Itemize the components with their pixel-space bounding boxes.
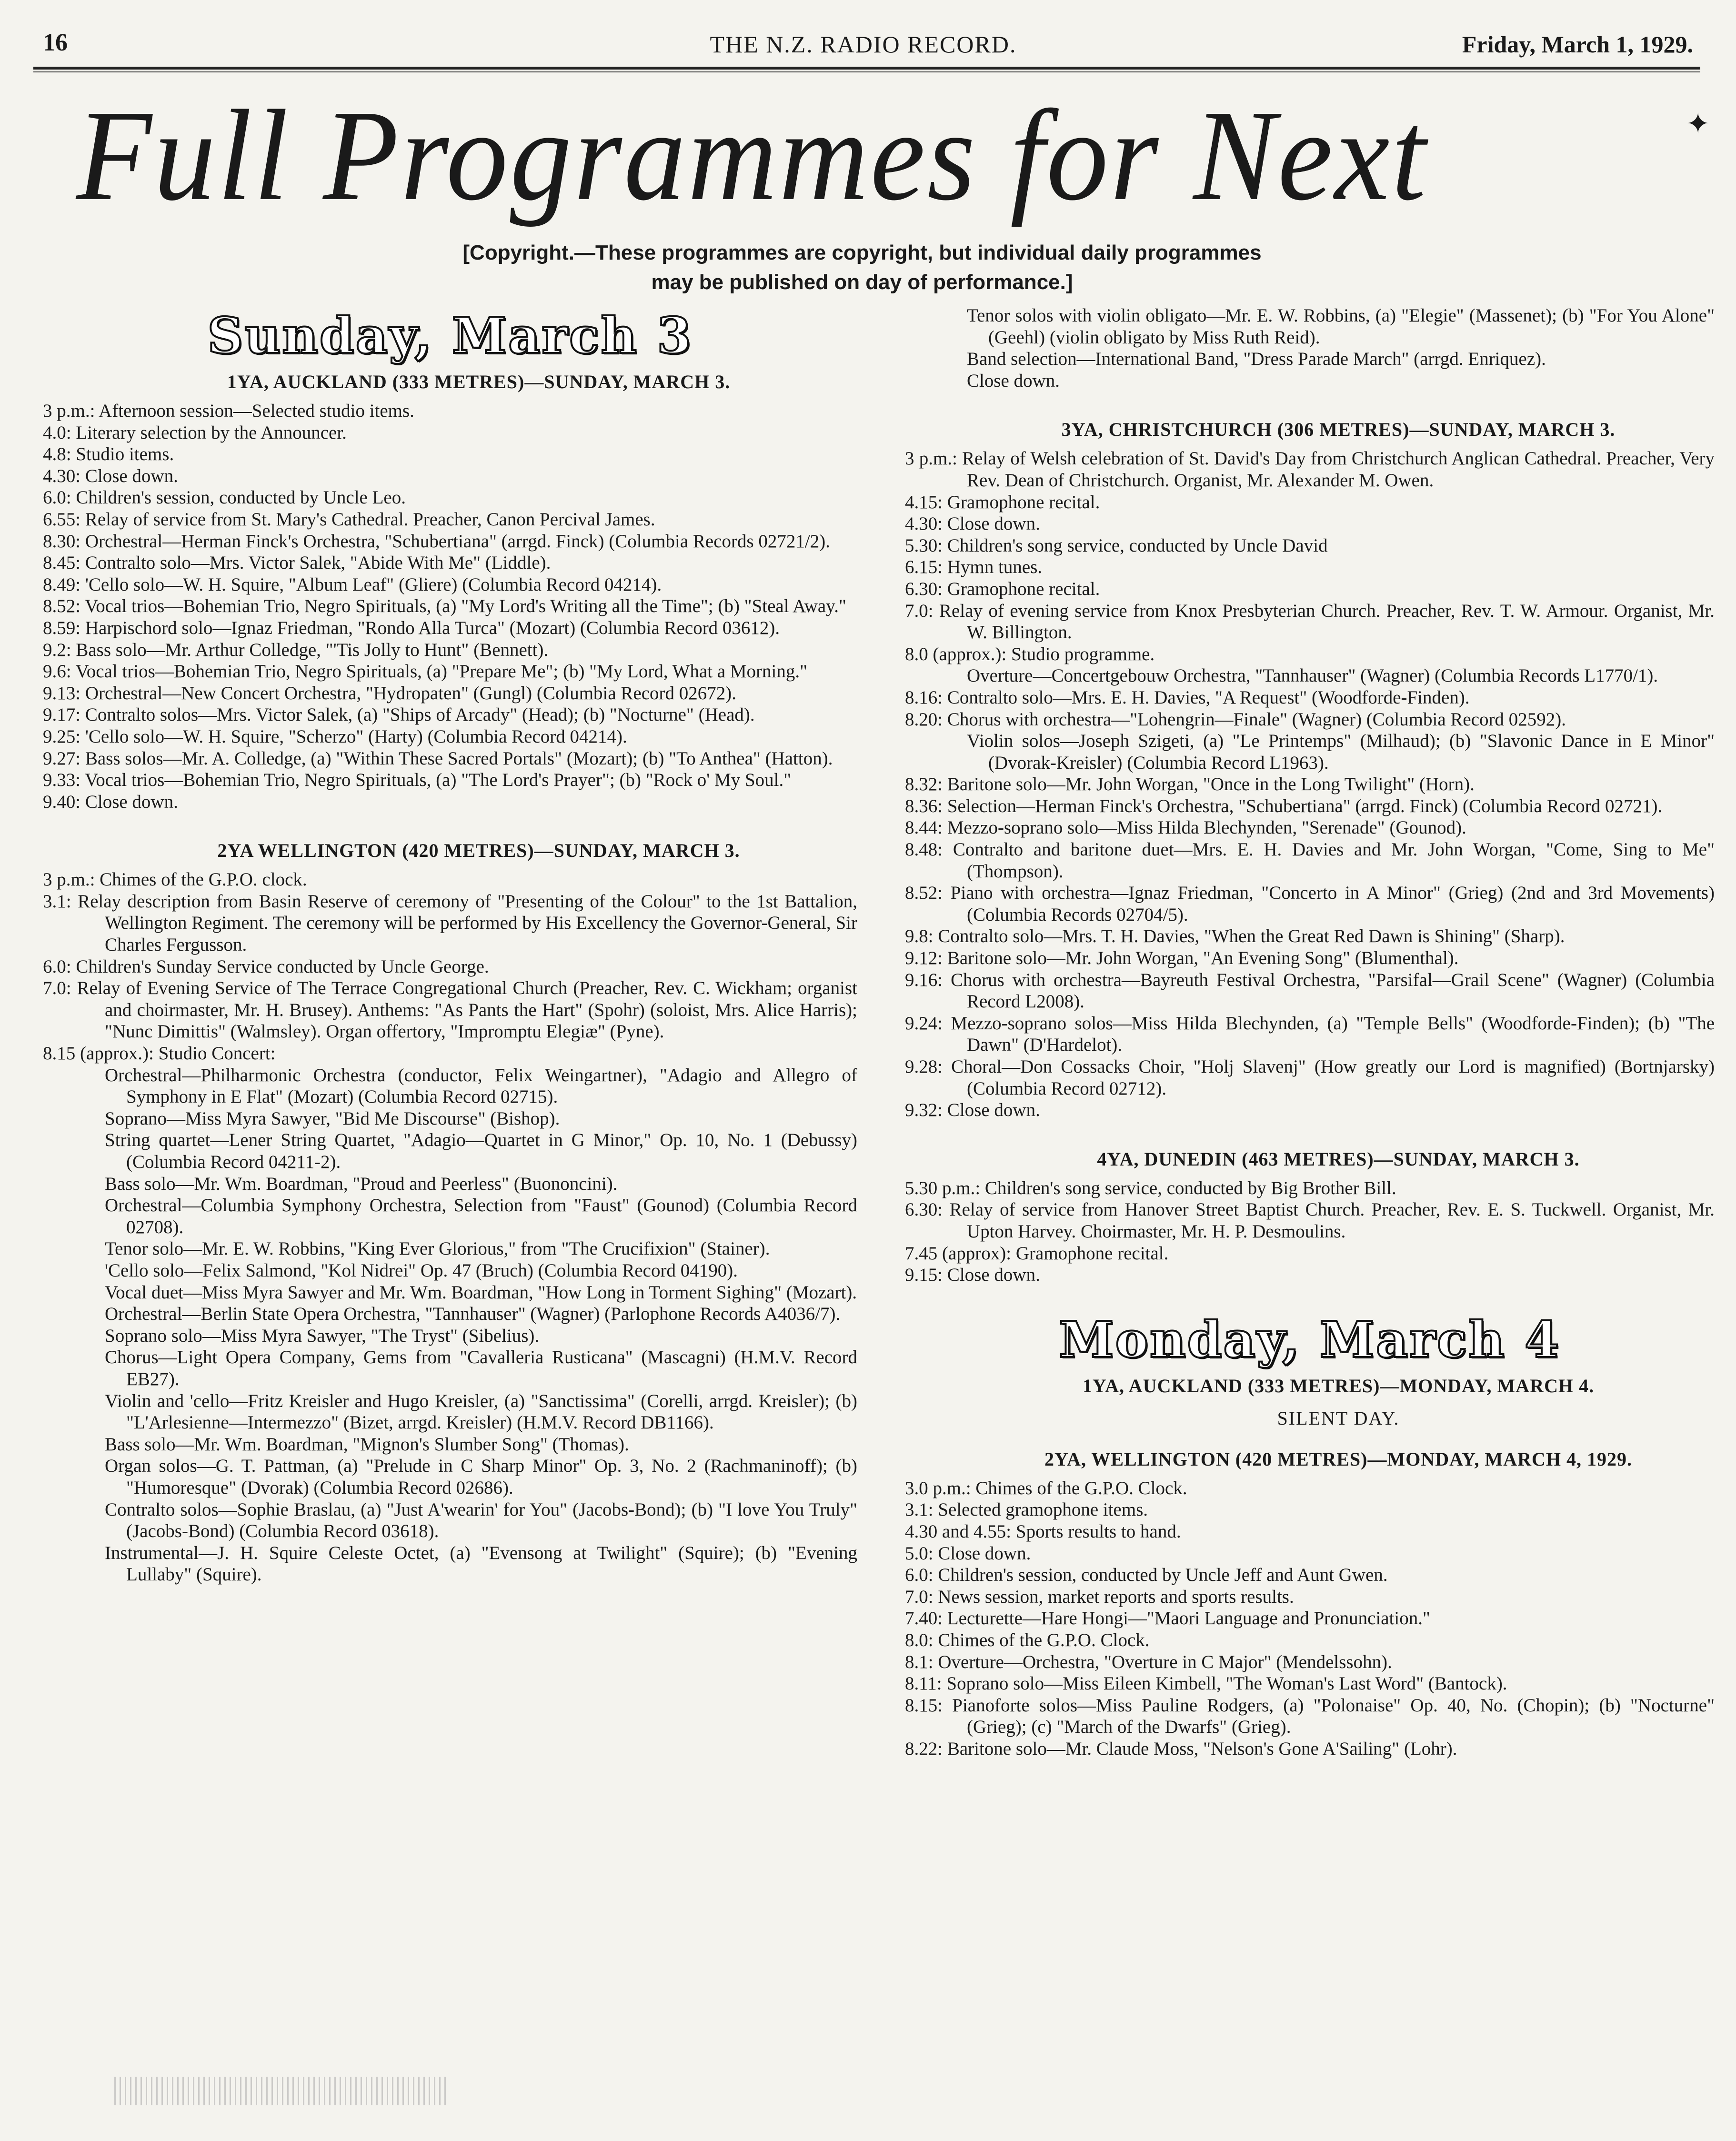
entry-time: 9.13: xyxy=(43,683,81,704)
right-column xyxy=(905,305,1715,1759)
page-header xyxy=(33,24,1693,62)
entry-text: Relay of service from St. Mary's Cathedral. Preacher, Canon Percival James. xyxy=(85,509,655,530)
entry-time: 9.8: xyxy=(905,926,933,947)
programme-entry xyxy=(905,1478,1715,1499)
programme-entry xyxy=(905,1564,1715,1586)
entry-text: Lecturette—Hare Hongi—"Maori Language and Pronunciation." xyxy=(947,1608,1430,1629)
entry-text: Chimes of the G.P.O. Clock. xyxy=(938,1629,1150,1650)
programme-entry xyxy=(905,817,1715,839)
programme-entry xyxy=(43,617,857,639)
entry-text: Selected gramophone items. xyxy=(938,1499,1148,1520)
entry-time: 5.0: xyxy=(905,1543,933,1564)
entry-text: Relay of evening service from Knox Presbyterian Church. Preacher, Rev. T. W. Armour. Organist, Mr. W. Billington. xyxy=(939,600,1715,643)
concert-item: String quartet—Lener String Quartet, "Adagio—Quartet in G Minor," Op. 10, No. 1 (Debussy) (Columbia Record 04211-2). xyxy=(105,1130,857,1172)
entry-text: Gramophone recital. xyxy=(947,492,1100,513)
concert-item: Chorus—Light Opera Company, Gems from "Cavalleria Rusticana" (Mascagni) (H.M.V. Record EB27). xyxy=(105,1347,857,1389)
entry-time: 8.32: xyxy=(905,774,943,795)
entry-text: Piano with orchestra—Ignaz Friedman, "Concerto in A Minor" (Grieg) (2nd and 3rd Movements) (Columbia Records 02704/5). xyxy=(950,883,1715,925)
entry-time: 6.30: xyxy=(905,1199,943,1220)
entry-time: 7.40: xyxy=(905,1608,943,1629)
programme-entry xyxy=(43,639,857,661)
concert-item: Contralto solos—Sophie Braslau, (a) "Just A'wearin' for You" (Jacobs-Bond); (b) "I love You Truly" (Jacobs-Bond) (Columbia Record 03618). xyxy=(105,1499,857,1542)
programme-entry xyxy=(905,774,1715,795)
concert-item: Tenor solos with violin obligato—Mr. E. W. Robbins, (a) "Elegie" (Massenet); (b) "For You Alone" (Geehl) (violin obligato by Miss Ruth Reid). xyxy=(967,305,1715,348)
entry-text: Bass solo—Mr. Arthur Colledge, "'Tis Jolly to Hunt" (Bennett). xyxy=(76,639,549,660)
entry-text: Vocal trios—Bohemian Trio, Negro Spirituals, (a) "My Lord's Writing all the Time"; (b) "Steal Away." xyxy=(85,596,846,617)
station-heading-1ya-monday: 1YA, AUCKLAND (333 METRES)—MONDAY, MARCH 4. xyxy=(1082,1375,1595,1397)
entry-time: 8.1: xyxy=(905,1651,933,1672)
programme-entry xyxy=(43,509,857,531)
programme-entry xyxy=(43,661,857,683)
programme-entry xyxy=(905,709,1715,731)
entry-text: Close down. xyxy=(938,1543,1031,1564)
entry-text: Studio items. xyxy=(76,444,174,465)
programme-entry xyxy=(905,1695,1715,1738)
entry-time: 8.36: xyxy=(905,795,943,816)
print-smudge xyxy=(114,2077,448,2105)
programme-entry xyxy=(905,1264,1715,1286)
entry-text: Close down. xyxy=(947,1265,1040,1286)
entry-time: 9.27: xyxy=(43,748,81,769)
programme-entry xyxy=(43,769,857,791)
copyright-notice: [Copyright.—These programmes are copyright, but individual daily programmes may be published on day of performance.] xyxy=(462,241,1262,294)
concert-item: Violin and 'cello—Fritz Kreisler and Hugo Kreisler, (a) "Sanctissima" (Corelli, arrgd. Kreisler); (b) "L'Arlesienne—Intermezzo" (Bizet, arrgd. Kreisler) (H.M.V. Record DB1166). xyxy=(105,1390,857,1433)
entry-text: Children's Sunday Service conducted by Uncle George. xyxy=(76,956,489,977)
entry-time: 8.52: xyxy=(905,883,943,904)
entry-time: 7.45 (approx): xyxy=(905,1243,1012,1264)
entry-text: Literary selection by the Announcer. xyxy=(76,422,347,443)
entry-time: 9.33: xyxy=(43,770,81,791)
programme-entry xyxy=(905,643,1715,665)
programme-entry xyxy=(43,791,857,813)
entry-time: 8.15: xyxy=(905,1695,943,1716)
entry-text: Children's song service, conducted by Big Brother Bill. xyxy=(984,1177,1396,1198)
entry-text: Soprano solo—Miss Eileen Kimbell, "The Woman's Last Word" (Bantock). xyxy=(946,1673,1507,1694)
entry-time: 9.6: xyxy=(43,661,71,682)
entry-time: 9.40: xyxy=(43,791,81,812)
page-headline: Full Programmes for Next xyxy=(76,83,1428,228)
programme-entry xyxy=(905,556,1715,578)
entry-time: 4.8: xyxy=(43,444,71,465)
entry-text: Close down. xyxy=(947,1100,1040,1121)
entry-text: 'Cello solo—W. H. Squire, "Album Leaf" (Gliere) (Columbia Record 04214). xyxy=(85,574,662,595)
programme-entry xyxy=(43,400,857,422)
entry-text: Close down. xyxy=(947,513,1040,534)
entry-text: Close down. xyxy=(85,791,178,812)
station-heading-1ya-sunday: 1YA, AUCKLAND (333 METRES)—SUNDAY, MARCH 3. xyxy=(227,371,731,392)
entry-text: Contralto solo—Mrs. T. H. Davies, "When the Great Red Dawn is Shining" (Sharp). xyxy=(938,926,1565,947)
entry-text: Hymn tunes. xyxy=(947,557,1043,578)
entry-time: 8.0: xyxy=(905,1629,933,1650)
entry-time: 3 p.m.: xyxy=(43,401,95,421)
entry-text: Harpischord solo—Ignaz Friedman, "Rondo Alla Turca" (Mozart) (Columbia Record 03612). xyxy=(85,617,780,638)
entry-time: 9.15: xyxy=(905,1265,943,1286)
programme-entry xyxy=(43,443,857,465)
entry-time: 6.55: xyxy=(43,509,81,530)
entry-time: 8.20: xyxy=(905,709,943,730)
entry-text: Relay of service from Hanover Street Baptist Church. Preacher, Rev. E. S. Tuckwell. Organist, Mr. Upton Harvey. Choirmaster, Mr. H. P. Desmoulins. xyxy=(949,1199,1715,1242)
entry-text: Orchestral—Herman Finck's Orchestra, "Schubertiana" (arrgd. Finck) (Columbia Records 02721/2). xyxy=(85,531,830,552)
concert-item: Soprano solo—Miss Myra Sawyer, "The Tryst" (Sibelius). xyxy=(105,1325,540,1346)
programme-entry xyxy=(905,513,1715,535)
programme-entry xyxy=(905,1177,1715,1199)
programme-list-2ya-monday xyxy=(905,1478,1715,1760)
page-number: 16 xyxy=(43,29,68,56)
entry-time: 6.0: xyxy=(43,956,71,977)
entry-text: Baritone solo—Mr. John Worgan, "An Evening Song" (Blumenthal). xyxy=(947,948,1459,969)
programme-entry xyxy=(905,730,1715,774)
programme-entry xyxy=(43,683,857,704)
entry-text: Choral—Don Cossacks Choir, "Holj Slavenj" (How greatly our Lord is magnified) (Bortnjarsky) (Columbia Record 02712). xyxy=(951,1056,1715,1099)
entry-time: 7.0: xyxy=(905,1586,933,1607)
entry-time: 3.0 p.m.: xyxy=(905,1478,971,1498)
programme-entry xyxy=(905,535,1715,557)
day-heading-sunday: Sunday, March 3 xyxy=(207,306,693,365)
entry-time: 7.0: xyxy=(905,600,933,621)
concert-item: Instrumental—J. H. Squire Celeste Octet, (a) "Evensong at Twilight" (Squire); (b) "Evening Lullaby" (Squire). xyxy=(105,1542,857,1585)
entry-text: Close down. xyxy=(85,465,178,486)
entry-text: Orchestral—New Concert Orchestra, "Hydropaten" (Gungl) (Columbia Record 02672). xyxy=(85,683,737,704)
entry-text: Mezzo-soprano solo—Miss Hilda Blechynden, "Serenade" (Gounod). xyxy=(947,817,1466,838)
entry-time: 8.0 (approx.): xyxy=(905,643,1007,664)
entry-text: Afternoon session—Selected studio items. xyxy=(99,401,414,421)
entry-time: 4.15: xyxy=(905,492,943,513)
entry-time: 9.2: xyxy=(43,639,71,660)
entry-time: 9.25: xyxy=(43,726,81,747)
entry-text: Baritone solo—Mr. Claude Moss, "Nelson's Gone A'Sailing" (Lohr). xyxy=(947,1738,1457,1759)
programme-entry xyxy=(905,448,1715,491)
left-column xyxy=(43,305,857,1586)
programme-entry xyxy=(905,795,1715,817)
entry-text: Studio programme. xyxy=(1011,643,1155,664)
entry-time: 4.30: xyxy=(905,513,943,534)
entry-text: Relay of Evening Service of The Terrace Congregational Church (Preacher, Rev. C. Wickham; organist and choirmaster, Mr. H. Brusey). Anthems: "As Pants the Hart" (Spohr) (soloist, Mrs. Alice Harris); "Nunc Dimittis" (Walmsley). Organ offertory, "Impromptu Elegiæ" (Pyne). xyxy=(77,978,858,1042)
entry-text: Contralto solo—Mrs. Victor Salek, "Abide With Me" (Liddle). xyxy=(85,553,551,573)
programme-entry xyxy=(43,422,857,444)
programme-entry xyxy=(43,869,857,891)
entry-time: 9.12: xyxy=(905,948,943,969)
programme-entry xyxy=(905,1013,1715,1056)
entry-text: Selection—Herman Finck's Orchestra, "Schubertiana" (arrgd. Finck) (Columbia Record 02721). xyxy=(947,795,1663,816)
studio-concert-list xyxy=(43,1065,857,1586)
entry-time: 8.52: xyxy=(43,596,81,617)
silent-day-note: SILENT DAY. xyxy=(1277,1407,1400,1429)
programme-entry xyxy=(905,1629,1715,1651)
entry-time: 9.17: xyxy=(43,704,81,725)
entry-time: 5.30: xyxy=(905,535,943,556)
concert-item: Soprano—Miss Myra Sawyer, "Bid Me Discourse" (Bishop). xyxy=(105,1108,560,1129)
entry-text: Relay of Welsh celebration of St. David's Day from Christchurch Anglican Cathedral. Preacher, Very Rev. Dean of Christchurch. Organist, Mr. Alexander M. Owen. xyxy=(962,448,1715,491)
entry-time: 9.32: xyxy=(905,1100,943,1121)
studio-concert-continued xyxy=(905,305,1715,392)
programme-entry xyxy=(905,1673,1715,1695)
programme-list-4ya-sunday xyxy=(905,1177,1715,1286)
entry-time: 9.24: xyxy=(905,1013,943,1034)
programme-entry xyxy=(43,531,857,553)
entry-time: 9.16: xyxy=(905,969,943,990)
programme-entry xyxy=(905,600,1715,643)
entry-time: 5.30 p.m.: xyxy=(905,1177,981,1198)
entry-time: 4.30: xyxy=(43,465,81,486)
entry-time: 8.15 (approx.): xyxy=(43,1043,154,1064)
programme-entry xyxy=(905,578,1715,600)
concert-item: Bass solo—Mr. Wm. Boardman, "Proud and Peerless" (Buononcini). xyxy=(105,1173,618,1194)
entry-text: Children's session, conducted by Uncle Jeff and Aunt Gwen. xyxy=(938,1565,1388,1586)
concert-item: Vocal duet—Miss Myra Sawyer and Mr. Wm. Boardman, "How Long in Torment Sighing" (Mozart). xyxy=(105,1282,857,1303)
entry-text: Pianoforte solos—Miss Pauline Rodgers, (a) "Polonaise" Op. 40, No. (Chopin); (b) "Nocturne" (Grieg); (c) "March of the Dwarfs" (Grieg). xyxy=(952,1695,1715,1738)
programme-entry xyxy=(905,839,1715,882)
entry-text: Chimes of the G.P.O. Clock. xyxy=(975,1478,1187,1498)
concert-item: Bass solo—Mr. Wm. Boardman, "Mignon's Slumber Song" (Thomas). xyxy=(105,1434,629,1455)
concert-item: Close down. xyxy=(967,370,1060,391)
newspaper-title: THE N.Z. RADIO RECORD. xyxy=(710,31,1017,58)
entry-text: Children's song service, conducted by Uncle David xyxy=(947,535,1328,556)
entry-time: 8.11: xyxy=(905,1673,942,1694)
entry-time: 8.22: xyxy=(905,1738,943,1759)
entry-text: Vocal trios—Bohemian Trio, Negro Spirituals, (a) "Prepare Me"; (b) "My Lord, What a Morning." xyxy=(75,661,808,682)
entry-time: 3.1: xyxy=(43,891,71,912)
entry-time: 3 p.m.: xyxy=(905,448,957,469)
entry-text: Baritone solo—Mr. John Worgan, "Once in the Long Twilight" (Horn). xyxy=(947,774,1475,795)
entry-text: Violin solos—Joseph Szigeti, (a) "Le Printemps" (Milhaud); (b) "Slavonic Dance in E Minor" (Dvorak-Kreisler) (Columbia Record L1963). xyxy=(967,731,1715,773)
programme-entry xyxy=(905,492,1715,513)
programme-entry xyxy=(905,687,1715,709)
entry-text: Vocal trios—Bohemian Trio, Negro Spirituals, (a) "The Lord's Prayer"; (b) "Rock o' My Soul." xyxy=(85,770,792,791)
entry-time: 3.1: xyxy=(905,1499,933,1520)
entry-time: 8.44: xyxy=(905,817,943,838)
programme-entry xyxy=(43,487,857,509)
entry-time: 4.30 and 4.55: xyxy=(905,1521,1012,1542)
programme-entry xyxy=(905,882,1715,925)
programme-entry xyxy=(905,1543,1715,1565)
programme-entry xyxy=(43,574,857,596)
entry-time: 8.30: xyxy=(43,531,81,552)
programme-entry xyxy=(905,1499,1715,1521)
concert-item: Orchestral—Berlin State Opera Orchestra, "Tannhauser" (Wagner) (Parlophone Records A4036/7). xyxy=(105,1304,841,1325)
entry-text: Contralto solos—Mrs. Victor Salek, (a) "Ships of Arcady" (Head); (b) "Nocturne" (Head). xyxy=(85,704,755,725)
programme-entry xyxy=(905,665,1715,687)
entry-time: 9.28: xyxy=(905,1056,943,1077)
programme-list-3ya-sunday xyxy=(905,448,1715,1121)
header-rule xyxy=(33,67,1700,70)
entry-time: 8.59: xyxy=(43,617,81,638)
entry-time: 8.16: xyxy=(905,687,943,708)
entry-text: Contralto and baritone duet—Mrs. E. H. Davies and Mr. John Worgan, "Come, Sing to Me" (Thompson). xyxy=(953,839,1715,882)
programme-entry xyxy=(905,1738,1715,1760)
programme-entry xyxy=(905,1651,1715,1673)
header-rule-thin xyxy=(33,71,1700,72)
programme-entry xyxy=(43,977,857,1043)
entry-text: Gramophone recital. xyxy=(1015,1243,1169,1264)
entry-text: Chorus with orchestra—"Lohengrin—Finale" (Wagner) (Columbia Record 02592). xyxy=(947,709,1566,730)
entry-text: Overture—Orchestra, "Overture in C Major" (Mendelssohn). xyxy=(938,1651,1392,1672)
programme-entry xyxy=(43,891,857,956)
programme-entry xyxy=(43,748,857,770)
programme-entry xyxy=(43,1043,857,1065)
entry-text: Children's session, conducted by Uncle Leo. xyxy=(76,487,406,508)
programme-entry xyxy=(43,595,857,617)
entry-text: 'Cello solo—W. H. Squire, "Scherzo" (Harty) (Columbia Record 04214). xyxy=(85,726,627,747)
programme-entry xyxy=(905,1056,1715,1099)
entry-time: 6.30: xyxy=(905,578,943,599)
programme-entry xyxy=(43,956,857,978)
programme-entry xyxy=(43,465,857,487)
entry-time: 6.0: xyxy=(43,487,71,508)
entry-text: Sports results to hand. xyxy=(1015,1521,1181,1542)
entry-time: 8.49: xyxy=(43,574,81,595)
concert-item: Organ solos—G. T. Pattman, (a) "Prelude in C Sharp Minor" Op. 3, No. 2 (Rachmaninoff); (b) "Humoresque" (Dvorak) (Columbia Record 02686). xyxy=(105,1456,857,1498)
entry-text: Relay description from Basin Reserve of ceremony of "Presenting of the Colour" to the 1st Battalion, Wellington Regiment. The ceremony will be performed by His Excellency the Governor-General, Sir Charles Fergusson. xyxy=(78,891,857,955)
day-heading-monday: Monday, March 4 xyxy=(1059,1310,1561,1369)
concert-item: Orchestral—Columbia Symphony Orchestra, Selection from "Faust" (Gounod) (Columbia Record 02708). xyxy=(105,1195,857,1237)
entry-text: Chorus with orchestra—Bayreuth Festival Orchestra, "Parsifal—Grail Scene" (Wagner) (Columbia Record L2008). xyxy=(951,969,1715,1012)
programme-entry xyxy=(905,969,1715,1013)
programme-entry xyxy=(905,1099,1715,1121)
entry-text: Chimes of the G.P.O. clock. xyxy=(100,869,307,890)
programme-entry xyxy=(905,1199,1715,1242)
programme-entry xyxy=(43,704,857,726)
entry-time: 8.45: xyxy=(43,553,81,573)
programme-entry xyxy=(43,726,857,748)
entry-time: 6.15: xyxy=(905,557,943,578)
programme-entry xyxy=(905,947,1715,969)
entry-text: Gramophone recital. xyxy=(947,578,1100,599)
entry-text: Overture—Concertgebouw Orchestra, "Tannhauser" (Wagner) (Columbia Records L1770/1). xyxy=(967,665,1658,686)
concert-item: Band selection—International Band, "Dress Parade March" (arrgd. Enriquez). xyxy=(967,349,1546,370)
concert-item: Orchestral—Philharmonic Orchestra (conductor, Felix Weingartner), "Adagio and Allegro of Symphony in E Flat" (Mozart) (Columbia Record 02715). xyxy=(105,1065,857,1107)
programme-entry xyxy=(905,1243,1715,1265)
entry-time: 7.0: xyxy=(43,978,71,999)
programme-entry xyxy=(905,925,1715,947)
entry-time: 3 p.m.: xyxy=(43,869,95,890)
entry-time: 8.48: xyxy=(905,839,943,860)
station-heading-2ya-sunday: 2YA WELLINGTON (420 METRES)—SUNDAY, MARCH 3. xyxy=(217,840,740,862)
programme-entry xyxy=(905,1608,1715,1629)
station-heading-2ya-monday: 2YA, WELLINGTON (420 METRES)—MONDAY, MARCH 4, 1929. xyxy=(1044,1448,1633,1470)
programme-list-2ya-sunday xyxy=(43,869,857,1064)
entry-text: Bass solos—Mr. A. Colledge, (a) "Within These Sacred Portals" (Mozart); (b) "To Anthea" (Hatton). xyxy=(85,748,833,769)
entry-text: Mezzo-soprano solos—Miss Hilda Blechynden, (a) "Temple Bells" (Woodforde-Finden); (b) "The Dawn" (D'Hardelot). xyxy=(951,1013,1715,1055)
entry-text: Studio Concert: xyxy=(158,1043,276,1064)
entry-time: 6.0: xyxy=(905,1565,933,1586)
programme-entry xyxy=(905,1521,1715,1543)
programme-entry xyxy=(905,1586,1715,1608)
station-heading-3ya-sunday: 3YA, CHRISTCHURCH (306 METRES)—SUNDAY, MARCH 3. xyxy=(1061,419,1616,441)
entry-time: 4.0: xyxy=(43,422,71,443)
concert-item: Tenor solo—Mr. E. W. Robbins, "King Ever Glorious," from "The Crucifixion" (Stainer). xyxy=(105,1238,770,1259)
entry-text: Contralto solo—Mrs. E. H. Davies, "A Request" (Woodforde-Finden). xyxy=(947,687,1470,708)
station-heading-4ya-sunday: 4YA, DUNEDIN (463 METRES)—SUNDAY, MARCH 3. xyxy=(1097,1148,1580,1170)
programme-entry xyxy=(43,552,857,574)
concert-item: 'Cello solo—Felix Salmond, "Kol Nidrei" Op. 47 (Bruch) (Columbia Record 04190). xyxy=(105,1260,738,1281)
issue-date: Friday, March 1, 1929. xyxy=(1462,31,1693,58)
entry-text: News session, market reports and sports results. xyxy=(938,1586,1294,1607)
star-mark-icon: ✦ xyxy=(1686,108,1710,140)
programme-list-1ya-sunday xyxy=(43,400,857,813)
